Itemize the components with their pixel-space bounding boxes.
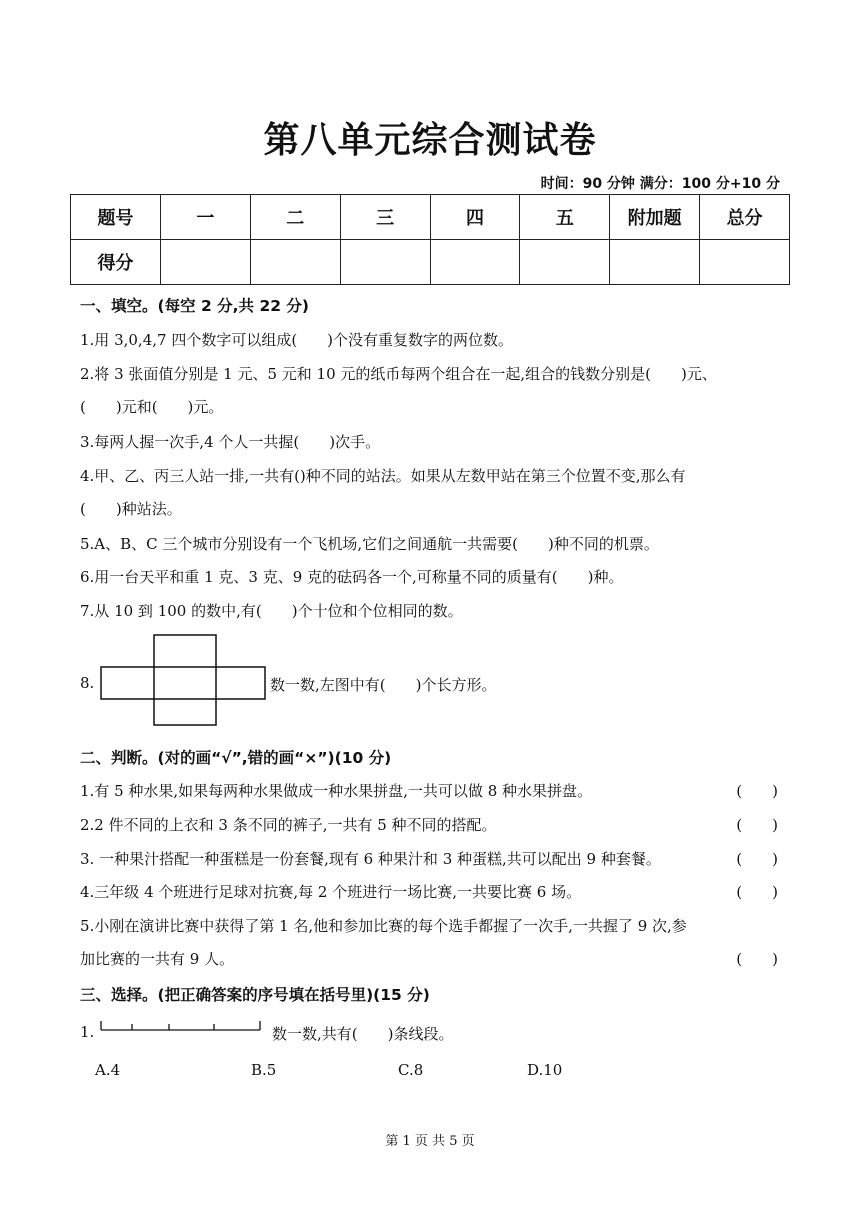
score-cell[interactable]	[340, 240, 430, 285]
page-title: 第八单元综合测试卷	[263, 120, 597, 161]
score-header-cell: 五	[520, 195, 610, 240]
option-a[interactable]: A.4	[95, 1061, 121, 1079]
section3-heading: 三、选择。(把正确答案的序号填在括号里)(15 分)	[80, 986, 430, 1004]
question-text: 1.用 3,0,4,7 四个数字可以组成( )个没有重复数字的两位数。	[80, 331, 514, 349]
score-header-cell: 附加题	[610, 195, 700, 240]
score-cell[interactable]	[250, 240, 340, 285]
question-text: 2.将 3 张面值分别是 1 元、5 元和 10 元的纸币每两个组合在一起,组合的钱数分别是( )元、	[80, 365, 717, 383]
question-text: 数一数,左图中有( )个长方形。	[270, 676, 497, 694]
score-header-cell: 二	[250, 195, 340, 240]
score-header-cell: 一	[160, 195, 250, 240]
section1-heading: 一、填空。(每空 2 分,共 22 分)	[80, 297, 309, 315]
score-cell[interactable]	[610, 240, 700, 285]
question-text: 4.甲、乙、丙三人站一排,一共有()种不同的站法。如果从左数甲站在第三个位置不变,那么有	[80, 467, 686, 485]
exam-meta: 时间：90 分钟 满分：100 分+10 分	[540, 176, 780, 192]
answer-parentheses[interactable]: ( )	[736, 782, 778, 800]
question-text: 6.用一台天平和重 1 克、3 克、9 克的砝码各一个,可称量不同的质量有( )种。	[80, 568, 624, 586]
score-row-label: 得分	[71, 240, 161, 285]
answer-parentheses[interactable]: ( )	[736, 850, 778, 868]
score-table-header-row	[71, 195, 790, 240]
score-header-cell: 总分	[700, 195, 790, 240]
answer-parentheses[interactable]: ( )	[736, 950, 778, 968]
question-number: 1.	[80, 1023, 95, 1041]
question-text: 2.2 件不同的上衣和 3 条不同的裤子,一共有 5 种不同的搭配。	[80, 816, 497, 834]
option-b[interactable]: B.5	[251, 1061, 277, 1079]
question-number: 8.	[80, 674, 95, 692]
answer-parentheses[interactable]: ( )	[736, 816, 778, 834]
section2-heading: 二、判断。(对的画“√”,错的画“×”)(10 分)	[80, 749, 392, 767]
question-text: 5.小刚在演讲比赛中获得了第 1 名,他和参加比赛的每个选手都握了一次手,一共握了 9 次,参	[80, 917, 687, 935]
rectangle-cross-figure	[100, 634, 266, 726]
score-header-cell: 题号	[71, 195, 161, 240]
score-table-score-row	[71, 240, 790, 285]
score-header-cell: 三	[340, 195, 430, 240]
question-text: 加比赛的一共有 9 人。	[80, 950, 235, 968]
answer-parentheses[interactable]: ( )	[736, 883, 778, 901]
score-table	[70, 194, 790, 285]
question-text: 3.每两人握一次手,4 个人一共握( )次手。	[80, 433, 381, 451]
score-cell[interactable]	[520, 240, 610, 285]
page-footer: 第 1 页 共 5 页	[385, 1134, 475, 1149]
option-d[interactable]: D.10	[527, 1061, 563, 1079]
option-c[interactable]: C.8	[398, 1061, 424, 1079]
line-segment-figure	[100, 1018, 262, 1034]
question-text: 4.三年级 4 个班进行足球对抗赛,每 2 个班进行一场比赛,一共要比赛 6 场。	[80, 883, 582, 901]
question-text: ( )种站法。	[80, 500, 182, 518]
score-cell[interactable]	[430, 240, 520, 285]
question-text: 数一数,共有( )条线段。	[272, 1025, 454, 1043]
question-text: 3. 一种果汁搭配一种蛋糕是一份套餐,现有 6 种果汁和 3 种蛋糕,共可以配出 9 种套餐。	[80, 850, 661, 868]
question-text: 5.A、B、C 三个城市分别设有一个飞机场,它们之间通航一共需要( )种不同的机票。	[80, 535, 659, 553]
question-text: 7.从 10 到 100 的数中,有( )个十位和个位相同的数。	[80, 602, 463, 620]
score-cell[interactable]	[160, 240, 250, 285]
question-text: ( )元和( )元。	[80, 398, 224, 416]
score-cell[interactable]	[700, 240, 790, 285]
score-header-cell: 四	[430, 195, 520, 240]
question-text: 1.有 5 种水果,如果每两种水果做成一种水果拼盘,一共可以做 8 种水果拼盘。	[80, 782, 593, 800]
